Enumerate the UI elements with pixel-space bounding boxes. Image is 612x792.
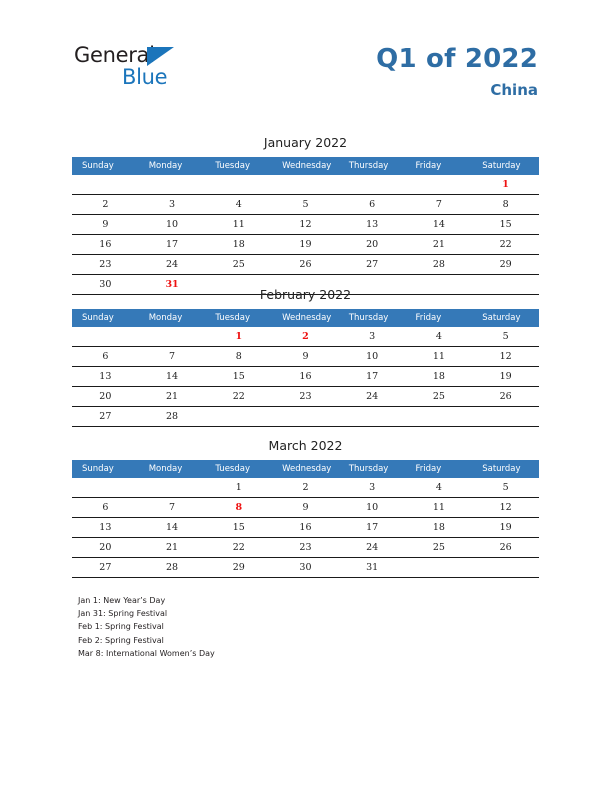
- calendar-day[interactable]: 24: [339, 387, 406, 407]
- calendar-week-row: [72, 195, 539, 215]
- calendar-day-empty: [72, 478, 139, 498]
- calendar-day[interactable]: 15: [205, 518, 272, 538]
- calendar-day[interactable]: 5: [272, 195, 339, 215]
- month-title: January 2022: [263, 135, 348, 150]
- calendar-day-empty: [406, 175, 473, 195]
- month-block-february: [72, 288, 539, 427]
- calendar-table: [72, 460, 539, 578]
- calendar-day[interactable]: 26: [472, 387, 539, 407]
- calendar-day[interactable]: 29: [205, 558, 272, 578]
- calendar-day-empty: [139, 327, 206, 347]
- calendar-day[interactable]: 8: [205, 347, 272, 367]
- calendar-day[interactable]: 29: [472, 255, 539, 275]
- weekday-header-tuesday: Tuesday: [205, 309, 272, 327]
- calendar-day[interactable]: 16: [272, 518, 339, 538]
- calendar-day[interactable]: 24: [339, 538, 406, 558]
- calendar-day[interactable]: 25: [406, 387, 473, 407]
- calendar-day[interactable]: 2: [272, 478, 339, 498]
- calendar-day[interactable]: 21: [139, 538, 206, 558]
- calendar-body: [72, 478, 539, 578]
- calendar-day[interactable]: 5: [472, 478, 539, 498]
- calendar-day-empty: [272, 407, 339, 427]
- weekday-header-tuesday: Tuesday: [205, 157, 272, 175]
- weekday-header-sunday: Sunday: [72, 309, 139, 327]
- calendar-day[interactable]: 11: [406, 347, 473, 367]
- calendar-day[interactable]: 4: [205, 195, 272, 215]
- calendar-week-row: [72, 387, 539, 407]
- holiday-legend-item: Jan 1: New Year’s Day: [78, 596, 166, 605]
- calendar-day[interactable]: 20: [72, 387, 139, 407]
- calendar-body: [72, 327, 539, 427]
- calendar-day[interactable]: 10: [139, 215, 206, 235]
- page-title: Q1 of 2022: [376, 44, 538, 74]
- calendar-day-holiday[interactable]: 1: [472, 175, 539, 195]
- calendar-day[interactable]: 15: [205, 367, 272, 387]
- calendar-day[interactable]: 19: [472, 367, 539, 387]
- calendar-day[interactable]: 17: [139, 235, 206, 255]
- calendar-day[interactable]: 31: [339, 558, 406, 578]
- holiday-legend-item: Mar 8: International Women’s Day: [78, 648, 215, 658]
- calendar-day[interactable]: 23: [272, 538, 339, 558]
- weekday-header-friday: Friday: [406, 157, 473, 175]
- calendar-day[interactable]: 7: [406, 195, 473, 215]
- calendar-day[interactable]: 10: [339, 498, 406, 518]
- calendar-day-empty: [72, 327, 139, 347]
- calendar-day[interactable]: 26: [472, 538, 539, 558]
- calendar-day-empty: [472, 407, 539, 427]
- calendar-day-empty: [472, 558, 539, 578]
- country-subtitle: China: [490, 81, 538, 99]
- calendar-day[interactable]: 11: [406, 498, 473, 518]
- calendar-day-holiday[interactable]: 1: [205, 327, 272, 347]
- calendar-day[interactable]: 4: [406, 478, 473, 498]
- calendar-week-row: [72, 478, 539, 498]
- calendar-day-empty: [406, 407, 473, 427]
- calendar-day[interactable]: 3: [139, 195, 206, 215]
- calendar-day[interactable]: 13: [339, 215, 406, 235]
- calendar-week-row: [72, 255, 539, 275]
- calendar-day[interactable]: 9: [272, 347, 339, 367]
- calendar-day[interactable]: 17: [339, 367, 406, 387]
- brand-logo: [74, 44, 254, 96]
- calendar-day-empty: [139, 175, 206, 195]
- calendar-day[interactable]: 1: [205, 478, 272, 498]
- holiday-legend: [78, 594, 498, 660]
- calendar-day[interactable]: 22: [205, 387, 272, 407]
- weekday-header-sunday: Sunday: [72, 460, 139, 478]
- calendar-day[interactable]: 18: [406, 518, 473, 538]
- page-header: [0, 0, 612, 118]
- weekday-header-row: [72, 309, 539, 327]
- weekday-header-thursday: Thursday: [339, 309, 406, 327]
- calendar-day[interactable]: 17: [339, 518, 406, 538]
- calendar-day[interactable]: 7: [139, 347, 206, 367]
- calendar-week-row: [72, 407, 539, 427]
- calendar-day-empty: [339, 175, 406, 195]
- weekday-header-friday: Friday: [406, 460, 473, 478]
- calendar-day[interactable]: 27: [339, 255, 406, 275]
- calendar-week-row: [72, 538, 539, 558]
- calendar-day[interactable]: 12: [472, 347, 539, 367]
- calendar-week-row: [72, 215, 539, 235]
- calendar-day-holiday[interactable]: 31: [139, 275, 206, 295]
- month-block-january: [72, 136, 539, 295]
- calendar-day[interactable]: 25: [205, 255, 272, 275]
- weekday-header-thursday: Thursday: [339, 460, 406, 478]
- weekday-header-monday: Monday: [139, 157, 206, 175]
- calendar-day[interactable]: 27: [72, 558, 139, 578]
- calendar-day[interactable]: 5: [472, 327, 539, 347]
- weekday-header-wednesday: Wednesday: [272, 460, 339, 478]
- weekday-header-row: [72, 460, 539, 478]
- weekday-header-saturday: Saturday: [472, 460, 539, 478]
- month-title: February 2022: [259, 287, 352, 302]
- calendar-day[interactable]: 27: [72, 407, 139, 427]
- calendar-day[interactable]: 6: [339, 195, 406, 215]
- calendar-day[interactable]: 24: [139, 255, 206, 275]
- calendar-day[interactable]: 12: [472, 498, 539, 518]
- calendar-day-empty: [205, 175, 272, 195]
- calendar-day[interactable]: 3: [339, 327, 406, 347]
- calendar-day[interactable]: 18: [205, 235, 272, 255]
- calendar-day[interactable]: 9: [272, 498, 339, 518]
- calendar-day[interactable]: 16: [72, 235, 139, 255]
- calendar-day[interactable]: 25: [406, 538, 473, 558]
- calendar-table: [72, 309, 539, 427]
- holiday-legend-item: Feb 1: Spring Festival: [78, 622, 164, 632]
- calendar-week-row: [72, 558, 539, 578]
- holiday-legend-item: Feb 2: Spring Festival: [78, 635, 164, 645]
- calendar-day[interactable]: 21: [139, 387, 206, 407]
- holiday-legend-item: Jan 31: Spring Festival: [78, 609, 168, 619]
- calendar-day[interactable]: 18: [406, 367, 473, 387]
- weekday-header-sunday: Sunday: [72, 157, 139, 175]
- calendar-day[interactable]: 26: [272, 255, 339, 275]
- calendar-day-empty: [272, 175, 339, 195]
- weekday-header-row: [72, 157, 539, 175]
- calendar-week-row: [72, 235, 539, 255]
- calendar-day[interactable]: 12: [272, 215, 339, 235]
- weekday-header-tuesday: Tuesday: [205, 460, 272, 478]
- calendar-day[interactable]: 14: [139, 518, 206, 538]
- calendar-day[interactable]: 15: [472, 215, 539, 235]
- calendar-day[interactable]: 14: [139, 367, 206, 387]
- calendar-week-row: [72, 518, 539, 538]
- calendar-day[interactable]: 7: [139, 498, 206, 518]
- weekday-header-saturday: Saturday: [472, 157, 539, 175]
- title-block: [376, 44, 538, 100]
- calendar-day[interactable]: 6: [72, 498, 139, 518]
- calendar-day[interactable]: 6: [72, 347, 139, 367]
- calendar-day[interactable]: 13: [72, 367, 139, 387]
- calendar-day-holiday[interactable]: 8: [205, 498, 272, 518]
- month-block-march: [72, 439, 539, 578]
- calendar-day[interactable]: 14: [406, 215, 473, 235]
- calendar-day[interactable]: 19: [272, 235, 339, 255]
- calendar-day-empty: [72, 175, 139, 195]
- calendar-day[interactable]: 28: [406, 255, 473, 275]
- calendar-table: [72, 157, 539, 295]
- calendar-day[interactable]: 21: [406, 235, 473, 255]
- calendar-day[interactable]: 23: [72, 255, 139, 275]
- month-title: March 2022: [268, 438, 343, 453]
- calendar-day[interactable]: 20: [72, 538, 139, 558]
- brand-logo-blue-text: Blue: [122, 65, 168, 89]
- weekday-header-wednesday: Wednesday: [272, 309, 339, 327]
- brand-logo-triangle-icon: [147, 47, 174, 66]
- calendar-day[interactable]: 2: [72, 195, 139, 215]
- calendar-day[interactable]: 30: [272, 558, 339, 578]
- weekday-header-saturday: Saturday: [472, 309, 539, 327]
- calendar-day[interactable]: 20: [339, 235, 406, 255]
- calendar-day-empty: [139, 478, 206, 498]
- calendar-day-empty: [205, 407, 272, 427]
- calendar-week-row: [72, 347, 539, 367]
- calendar-day[interactable]: 22: [472, 235, 539, 255]
- calendar-week-row: [72, 175, 539, 195]
- calendar-day[interactable]: 3: [339, 478, 406, 498]
- calendar-week-row: [72, 498, 539, 518]
- calendar-day[interactable]: 16: [272, 367, 339, 387]
- calendar-body: [72, 175, 539, 295]
- calendar-day[interactable]: 11: [205, 215, 272, 235]
- calendar-day[interactable]: 30: [72, 275, 139, 295]
- calendar-day[interactable]: 10: [339, 347, 406, 367]
- weekday-header-monday: Monday: [139, 309, 206, 327]
- calendar-day-holiday[interactable]: 2: [272, 327, 339, 347]
- calendar-day[interactable]: 28: [139, 407, 206, 427]
- calendar-day-empty: [339, 407, 406, 427]
- weekday-header-friday: Friday: [406, 309, 473, 327]
- brand-logo-general-text: General: [74, 43, 155, 67]
- calendar-day-empty: [406, 558, 473, 578]
- calendar-day[interactable]: 19: [472, 518, 539, 538]
- calendar-day[interactable]: 23: [272, 387, 339, 407]
- weekday-header-thursday: Thursday: [339, 157, 406, 175]
- calendar-day[interactable]: 28: [139, 558, 206, 578]
- weekday-header-wednesday: Wednesday: [272, 157, 339, 175]
- calendar-day[interactable]: 13: [72, 518, 139, 538]
- calendar-week-row: [72, 327, 539, 347]
- calendar-day[interactable]: 9: [72, 215, 139, 235]
- calendar-day[interactable]: 22: [205, 538, 272, 558]
- calendar-week-row: [72, 367, 539, 387]
- calendar-day[interactable]: 8: [472, 195, 539, 215]
- calendar-day[interactable]: 4: [406, 327, 473, 347]
- weekday-header-monday: Monday: [139, 460, 206, 478]
